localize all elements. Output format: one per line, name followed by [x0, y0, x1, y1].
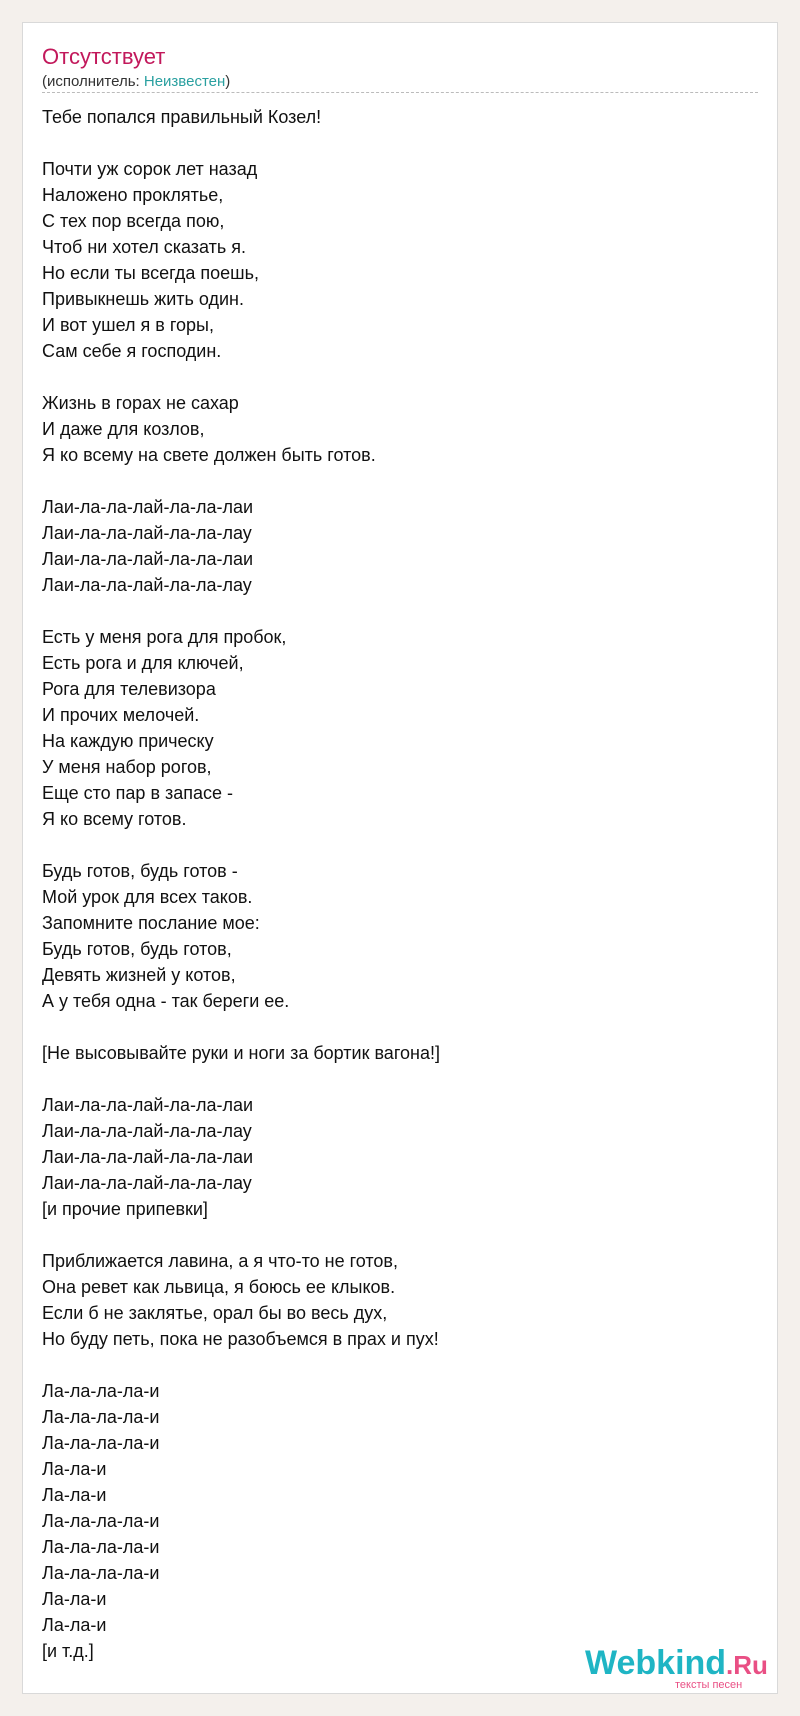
lyric-stanza — [42, 1248, 758, 1352]
lyric-line: Ла-ла-ла-ла-и — [42, 1407, 160, 1427]
lyric-line: Она ревет как львица, я боюсь ее клыков. — [42, 1277, 396, 1297]
lyric-line: Наложено проклятье, — [42, 185, 224, 205]
site-logo[interactable] — [585, 1644, 768, 1694]
lyric-line: Есть у меня рога для пробок, — [42, 627, 287, 647]
artist-prefix: (исполнитель: — [42, 73, 144, 90]
logo-wordmark — [585, 1646, 768, 1680]
lyric-line: [и т.д.] — [42, 1641, 94, 1661]
lyric-line: Но если ты всегда поешь, — [42, 263, 259, 283]
lyric-line: Ла-ла-ла-ла-и — [42, 1511, 160, 1531]
logo-name: Webkind — [585, 1644, 727, 1682]
lyric-line: Запомните послание мое: — [42, 913, 260, 933]
artist-suffix: ) — [225, 73, 231, 90]
lyric-line: Ла-ла-ла-ла-и — [42, 1433, 160, 1453]
lyric-stanza — [42, 1092, 758, 1222]
lyric-line: Сам себе я господин. — [42, 341, 222, 361]
lyric-line: Ла-ла-ла-ла-и — [42, 1381, 160, 1401]
lyric-line: Чтоб ни хотел сказать я. — [42, 237, 247, 257]
logo-tagline: тексты песен — [675, 1679, 743, 1691]
lyric-line: С тех пор всегда пою, — [42, 211, 225, 231]
lyric-line: Лаи-ла-ла-лай-ла-ла-лаи — [42, 1095, 254, 1115]
lyric-stanza — [42, 104, 758, 130]
lyric-line: И вот ушел я в горы, — [42, 315, 214, 335]
lyric-line: Девять жизней у котов, — [42, 965, 236, 985]
lyrics-page — [22, 22, 778, 1694]
lyric-line: Я ко всему на свете должен быть готов. — [42, 445, 376, 465]
lyric-line: Ла-ла-ла-ла-и — [42, 1563, 160, 1583]
lyric-line: Лаи-ла-ла-лай-ла-ла-лау — [42, 523, 252, 543]
lyric-line: И даже для козлов, — [42, 419, 205, 439]
lyric-line: Будь готов, будь готов, — [42, 939, 232, 959]
lyric-line: Будь готов, будь готов - — [42, 861, 238, 881]
lyric-line: Ла-ла-и — [42, 1589, 107, 1609]
lyric-line: А у тебя одна - так береги ее. — [42, 991, 290, 1011]
lyric-line: Но буду петь, пока не разобъемся в прах и пух! — [42, 1329, 439, 1349]
lyric-stanza — [42, 1040, 758, 1066]
lyric-line: Ла-ла-ла-ла-и — [42, 1537, 160, 1557]
lyric-line: И прочих мелочей. — [42, 705, 200, 725]
lyric-line: Привыкнешь жить один. — [42, 289, 244, 309]
lyric-line: Ла-ла-и — [42, 1459, 107, 1479]
lyric-line: Приближается лавина, а я что-то не готов, — [42, 1251, 398, 1271]
lyric-line: На каждую прическу — [42, 731, 214, 751]
header-divider — [42, 92, 758, 93]
lyric-line: Лаи-ла-ла-лай-ла-ла-лаи — [42, 1147, 254, 1167]
lyric-stanza — [42, 1378, 758, 1664]
lyric-line: Ла-ла-и — [42, 1615, 107, 1635]
logo-tld: .Ru — [726, 1650, 768, 1680]
lyric-line: Рога для телевизора — [42, 679, 216, 699]
lyrics-text — [42, 104, 758, 1664]
lyric-stanza — [42, 390, 758, 468]
lyric-line: Лаи-ла-ла-лай-ла-ла-лау — [42, 1173, 252, 1193]
lyric-line: Если б не заклятье, орал бы во весь дух, — [42, 1303, 388, 1323]
lyric-line: Еще сто пар в запасе - — [42, 783, 234, 803]
artist-link[interactable]: Неизвестен — [143, 73, 226, 90]
lyric-line: Лаи-ла-ла-лай-ла-ла-лау — [42, 575, 252, 595]
lyric-line: Лаи-ла-ла-лай-ла-ла-лаи — [42, 549, 254, 569]
lyric-stanza — [42, 624, 758, 832]
lyric-line: Лаи-ла-ла-лай-ла-ла-лау — [42, 1121, 252, 1141]
lyric-line: [Не высовывайте руки и ноги за бортик вагона!] — [42, 1043, 440, 1063]
artist-line — [42, 73, 230, 91]
lyric-line: [и прочие припевки] — [42, 1199, 208, 1219]
lyric-line: Есть рога и для ключей, — [42, 653, 244, 673]
lyric-line: Тебе попался правильный Козел! — [42, 107, 322, 127]
song-title: Отсутствует — [42, 44, 166, 69]
lyric-stanza — [42, 494, 758, 598]
lyric-line: Я ко всему готов. — [42, 809, 187, 829]
lyric-line: Мой урок для всех таков. — [42, 887, 253, 907]
lyric-stanza — [42, 858, 758, 1014]
lyric-line: У меня набор рогов, — [42, 757, 212, 777]
lyric-line: Лаи-ла-ла-лай-ла-ла-лаи — [42, 497, 254, 517]
lyric-line: Ла-ла-и — [42, 1485, 107, 1505]
lyric-stanza — [42, 156, 758, 364]
lyric-line: Жизнь в горах не сахар — [42, 393, 239, 413]
lyric-line: Почти уж сорок лет назад — [42, 159, 258, 179]
